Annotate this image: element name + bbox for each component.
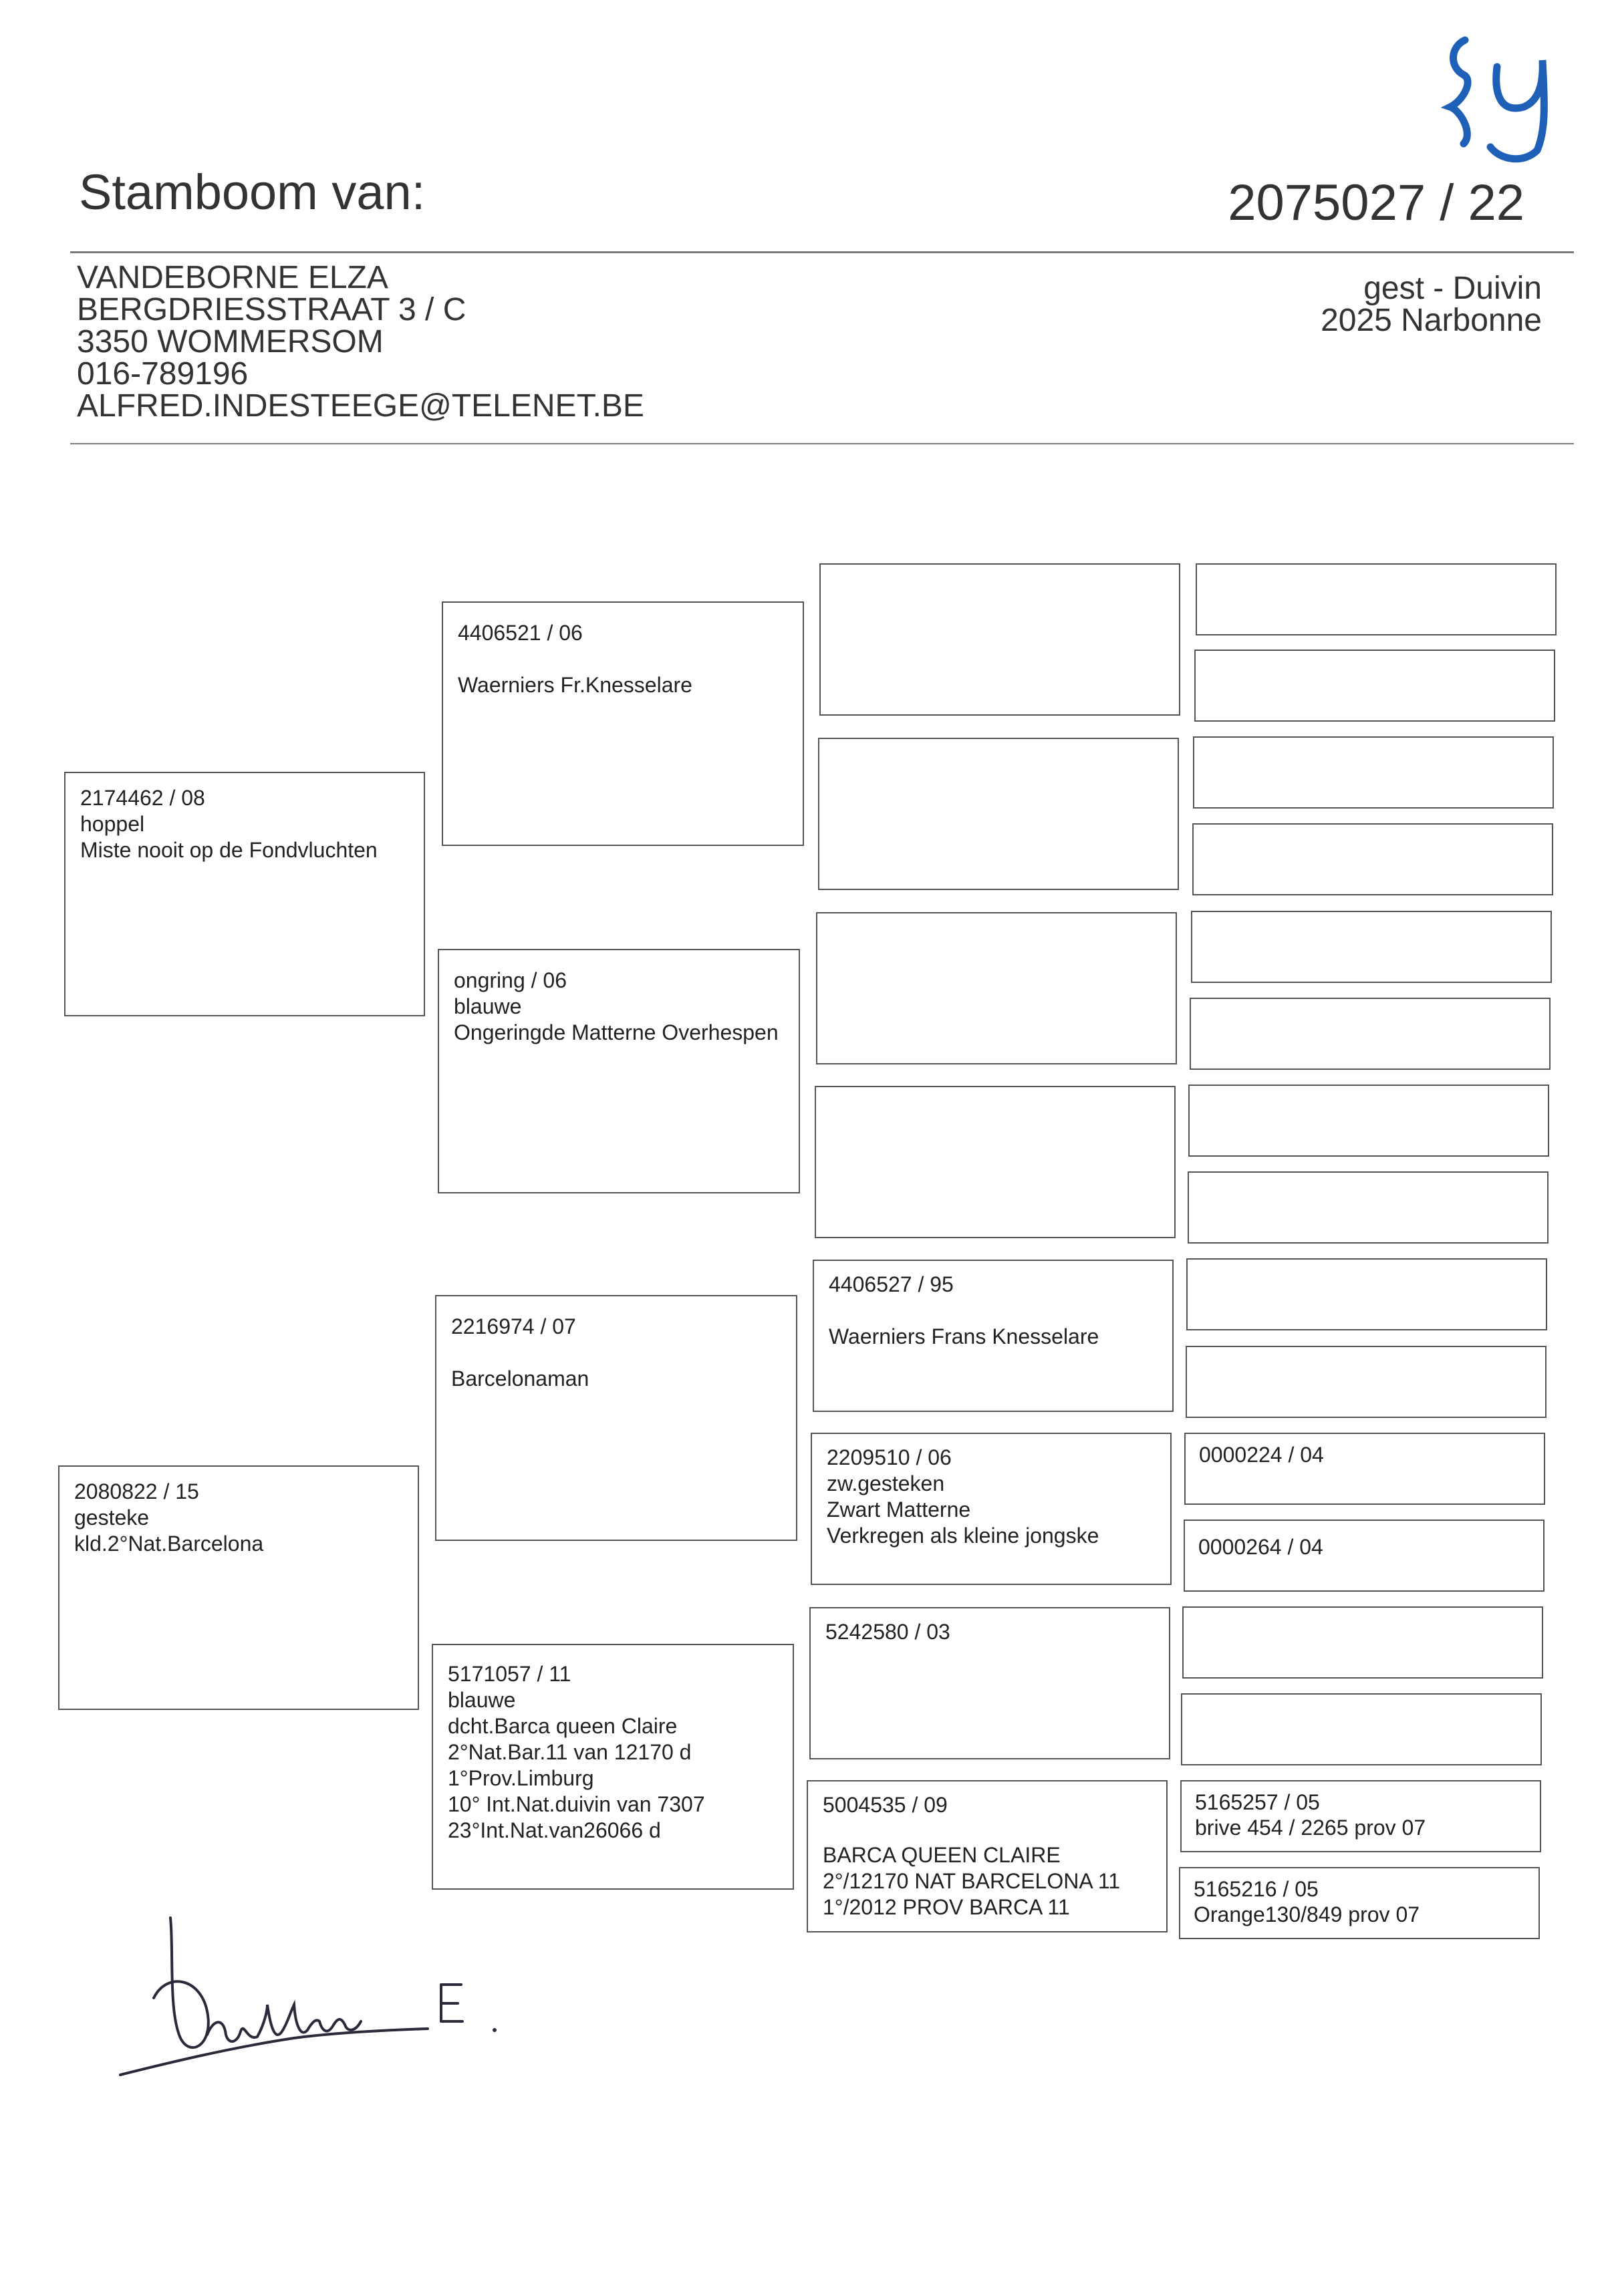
owner-city: 3350 WOMMERSOM: [77, 324, 384, 360]
pedigree-note: blauwe: [454, 994, 522, 1018]
pedigree-box-father: [64, 772, 425, 1016]
pedigree-box-mff: [813, 1260, 1174, 1412]
ring-number: 2174462 / 08: [80, 786, 205, 810]
bird-color-sex: gest - Duivin: [1363, 271, 1542, 306]
pedigree-note: Zwart Matterne: [827, 1497, 971, 1522]
pedigree-box-mmmf: [1180, 1780, 1541, 1852]
pedigree-note: 1°Prov.Limburg: [448, 1766, 594, 1790]
pedigree-note: 2°Nat.Bar.11 van 12170 d: [448, 1740, 692, 1764]
ring-number: 4406527 / 95: [829, 1272, 954, 1296]
header-divider: [70, 251, 1574, 253]
pedigree-box-empty: [819, 563, 1180, 716]
pedigree-note: Ongeringde Matterne Overhespen: [454, 1020, 779, 1044]
pedigree-note: 2°/12170 NAT BARCELONA 11: [823, 1869, 1121, 1893]
page-title: Stamboom van:: [79, 164, 426, 220]
pedigree-note: 1°/2012 PROV BARCA 11: [823, 1895, 1070, 1919]
owner-block: [77, 262, 644, 422]
owner-divider: [70, 443, 1574, 444]
handwritten-page-number: [1437, 27, 1571, 167]
pedigree-box-ff: [442, 601, 804, 846]
owner-phone: 016-789196: [77, 356, 249, 392]
pedigree-box-empty: [1186, 1258, 1547, 1330]
pedigree-note: brive 454 / 2265 prov 07: [1195, 1816, 1426, 1840]
pedigree-box-empty: [818, 738, 1179, 890]
ring-number: 0000264 / 04: [1198, 1535, 1323, 1559]
pedigree-box-empty: [815, 1086, 1176, 1238]
pedigree-box-empty: [1181, 1693, 1542, 1765]
owner-name: VANDEBORNE ELZA: [77, 260, 388, 295]
pedigree-note: zw.gesteken: [827, 1471, 945, 1495]
main-ring-number: 2075027 / 22: [1228, 174, 1524, 231]
pedigree-box-empty: [1192, 823, 1553, 895]
pedigree-box-empty: [1188, 1085, 1549, 1157]
owner-street: BERGDRIESSTRAAT 3 / C: [77, 292, 466, 327]
pedigree-note: Barcelonaman: [451, 1367, 589, 1391]
ring-number: 2209510 / 06: [827, 1445, 952, 1469]
ring-number: 5004535 / 09: [823, 1793, 948, 1817]
pedigree-note: Waerniers Frans Knesselare: [829, 1324, 1099, 1348]
pedigree-box-empty: [1182, 1606, 1543, 1679]
ring-number: 2216974 / 07: [451, 1314, 576, 1338]
ring-number: 5165216 / 05: [1194, 1877, 1319, 1901]
ring-number: 5242580 / 03: [825, 1620, 950, 1644]
ring-number: 4406521 / 06: [458, 621, 583, 645]
pedigree-note: Orange130/849 prov 07: [1194, 1902, 1420, 1926]
bird-info: [1321, 273, 1542, 337]
pedigree-note: BARCA QUEEN CLAIRE: [823, 1843, 1061, 1867]
pedigree-box-empty: [816, 912, 1177, 1064]
pedigree-note: gesteke: [74, 1505, 150, 1530]
pedigree-box-mmmm: [1179, 1867, 1540, 1939]
ring-number: 0000224 / 04: [1199, 1443, 1324, 1467]
pedigree-box-empty: [1190, 998, 1551, 1070]
signature: [107, 1911, 535, 2092]
pedigree-box-empty: [1188, 1171, 1549, 1244]
pedigree-box-mother: [58, 1465, 419, 1710]
pedigree-box-mf: [435, 1295, 797, 1541]
pedigree-box-mm: [432, 1644, 794, 1890]
pedigree-note: 23°Int.Nat.van26066 d: [448, 1818, 661, 1842]
ring-number: ongring / 06: [454, 968, 567, 992]
pedigree-note: Verkregen als kleine jongske: [827, 1524, 1099, 1548]
pedigree-note: Miste nooit op de Fondvluchten: [80, 838, 378, 862]
owner-email: ALFRED.INDESTEEGE@TELENET.BE: [77, 388, 644, 424]
pedigree-box-mfm: [811, 1433, 1172, 1585]
pedigree-box-mmm: [807, 1780, 1168, 1932]
pedigree-note: Waerniers Fr.Knesselare: [458, 673, 692, 697]
pedigree-box-mfmm: [1184, 1520, 1545, 1592]
pedigree-box-empty: [1194, 650, 1555, 722]
pedigree-box-empty: [1191, 911, 1552, 983]
pedigree-box-mfmf: [1184, 1433, 1545, 1505]
pedigree-box-fm: [438, 949, 800, 1193]
pedigree-note: blauwe: [448, 1688, 516, 1712]
bird-name: 2025 Narbonne: [1321, 303, 1542, 338]
pedigree-note: hoppel: [80, 812, 145, 836]
pedigree-box-empty: [1186, 1346, 1547, 1418]
ring-number: 5165257 / 05: [1195, 1790, 1320, 1814]
pedigree-note: 10° Int.Nat.duivin van 7307: [448, 1792, 705, 1816]
pedigree-box-empty: [1193, 736, 1554, 809]
pedigree-box-empty: [1196, 563, 1557, 635]
ring-number: 2080822 / 15: [74, 1479, 199, 1503]
pedigree-note: kld.2°Nat.Barcelona: [74, 1532, 264, 1556]
ring-number: 5171057 / 11: [448, 1662, 571, 1686]
pedigree-box-mmf: [809, 1607, 1170, 1759]
pedigree-note: dcht.Barca queen Claire: [448, 1714, 678, 1738]
